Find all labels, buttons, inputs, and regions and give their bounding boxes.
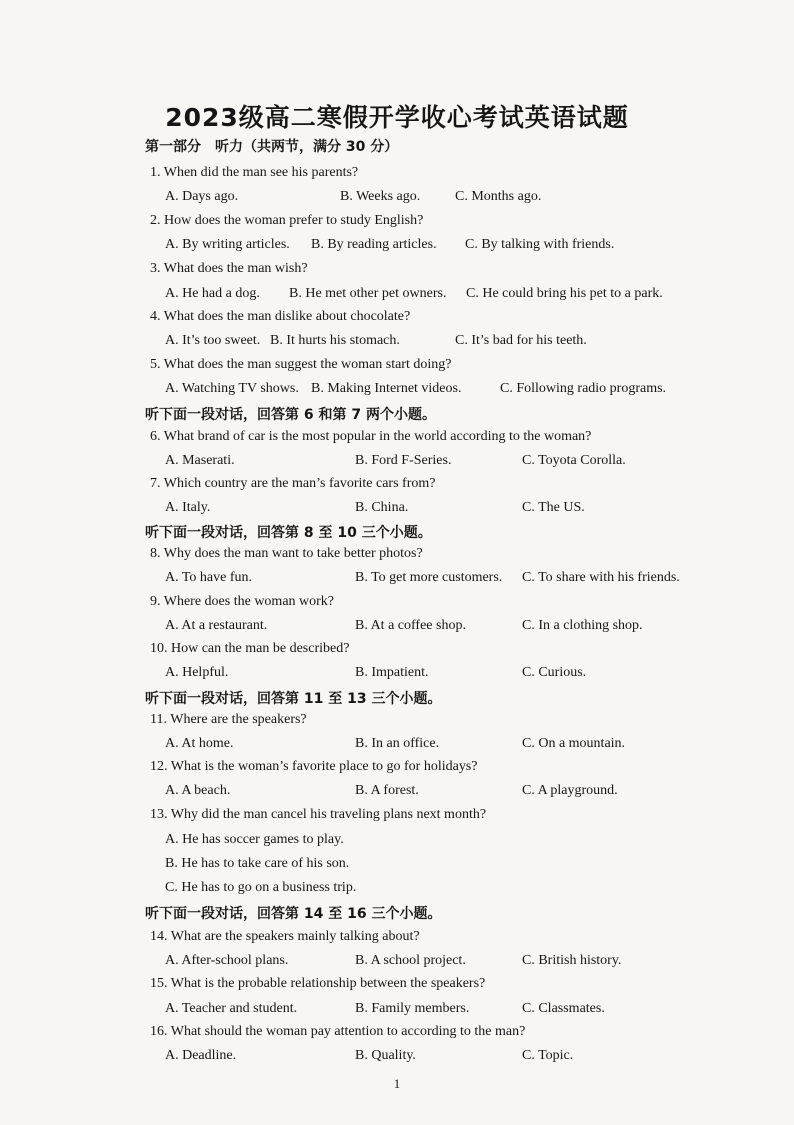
option-6b: B. Ford F-Series. (355, 453, 452, 468)
question-11: 11. Where are the speakers? (150, 712, 307, 727)
question-4: 4. What does the man dislike about chocolate? (150, 309, 411, 324)
option-11c: C. On a mountain. (522, 736, 626, 751)
option-4b: B. It hurts his stomach. (270, 333, 400, 348)
option-5b: B. Making Internet videos. (311, 381, 462, 396)
option-3a: A. He had a dog. (165, 286, 260, 301)
option-10a: A. Helpful. (165, 665, 229, 680)
question-5: 5. What does the man suggest the woman start doing? (150, 357, 452, 372)
option-11b: B. In an office. (355, 736, 440, 751)
option-13c: C. He has to go on a business trip. (165, 880, 357, 895)
option-16b: B. Quality. (355, 1048, 416, 1063)
option-13a: A. He has soccer games to play. (165, 832, 344, 847)
option-8a: A. To have fun. (165, 570, 253, 585)
question-10: 10. How can the man be described? (150, 641, 350, 656)
option-12a: A. A beach. (165, 783, 231, 798)
option-15c: C. Classmates. (522, 1001, 605, 1016)
option-5a: A. Watching TV shows. (165, 381, 299, 396)
option-9c: C. In a clothing shop. (522, 618, 643, 633)
option-9a: A. At a restaurant. (165, 618, 268, 633)
question-14: 14. What are the speakers mainly talking about? (150, 929, 420, 944)
option-7c: C. The US. (522, 500, 585, 515)
question-7: 7. Which country are the man’s favorite cars from? (150, 476, 436, 491)
section-heading: 第一部分 听力（共两节，满分 30 分） (145, 139, 399, 155)
option-6c: C. Toyota Corolla. (522, 453, 626, 468)
question-3: 3. What does the man wish? (150, 261, 308, 276)
option-14a: A. After-school plans. (165, 953, 289, 968)
instruction-14-16: 听下面一段对话，回答第 14 至 16 三个小题。 (145, 906, 442, 922)
option-10c: C. Curious. (522, 665, 587, 680)
question-9: 9. Where does the woman work? (150, 594, 335, 609)
question-6: 6. What brand of car is the most popular in the world according to the woman? (150, 429, 592, 444)
instruction-6-7: 听下面一段对话，回答第 6 和第 7 两个小题。 (145, 407, 436, 423)
option-2b: B. By reading articles. (311, 237, 437, 252)
option-10b: B. Impatient. (355, 665, 429, 680)
option-14c: C. British history. (522, 953, 622, 968)
question-16: 16. What should the woman pay attention to according to the man? (150, 1024, 526, 1039)
option-7b: B. China. (355, 500, 409, 515)
option-1c: C. Months ago. (455, 189, 542, 204)
option-2a: A. By writing articles. (165, 237, 290, 252)
option-12c: C. A playground. (522, 783, 618, 798)
option-5c: C. Following radio programs. (500, 381, 667, 396)
option-8c: C. To share with his friends. (522, 570, 680, 585)
option-16a: A. Deadline. (165, 1048, 237, 1063)
option-1b: B. Weeks ago. (340, 189, 421, 204)
page-title: 2023级高二寒假开学收心考试英语试题 (165, 103, 629, 132)
question-1: 1. When did the man see his parents? (150, 165, 359, 180)
question-15: 15. What is the probable relationship between the speakers? (150, 976, 486, 991)
option-4c: C. It’s bad for his teeth. (455, 333, 587, 348)
option-2c: C. By talking with friends. (465, 237, 615, 252)
option-11a: A. At home. (165, 736, 234, 751)
option-6a: A. Maserati. (165, 453, 235, 468)
option-3c: C. He could bring his pet to a park. (466, 286, 663, 301)
page-number: 1 (393, 1076, 401, 1091)
option-15b: B. Family members. (355, 1001, 470, 1016)
option-8b: B. To get more customers. (355, 570, 503, 585)
option-13b: B. He has to take care of his son. (165, 856, 350, 871)
question-12: 12. What is the woman’s favorite place to go for holidays? (150, 759, 478, 774)
option-14b: B. A school project. (355, 953, 466, 968)
option-9b: B. At a coffee shop. (355, 618, 466, 633)
instruction-11-13: 听下面一段对话，回答第 11 至 13 三个小题。 (145, 691, 442, 707)
option-16c: C. Topic. (522, 1048, 574, 1063)
instruction-8-10: 听下面一段对话，回答第 8 至 10 三个小题。 (145, 525, 432, 541)
question-13: 13. Why did the man cancel his traveling plans next month? (150, 807, 487, 822)
question-2: 2. How does the woman prefer to study English? (150, 213, 424, 228)
option-12b: B. A forest. (355, 783, 419, 798)
question-8: 8. Why does the man want to take better photos? (150, 546, 423, 561)
option-1a: A. Days ago. (165, 189, 239, 204)
option-15a: A. Teacher and student. (165, 1001, 298, 1016)
option-4a: A. It’s too sweet. (165, 333, 261, 348)
option-7a: A. Italy. (165, 500, 211, 515)
option-3b: B. He met other pet owners. (289, 286, 447, 301)
